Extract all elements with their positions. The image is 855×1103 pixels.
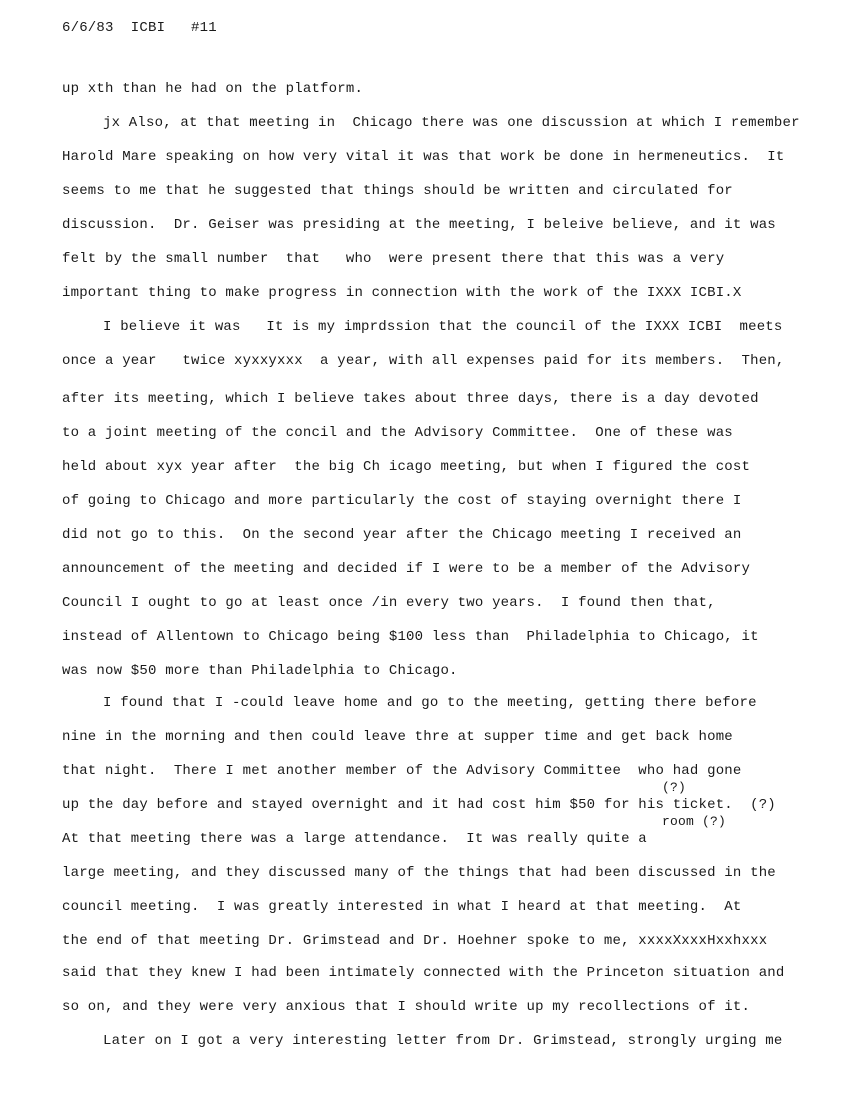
text-line: once a year twice xyxxyxxx a year, with all expenses paid for its members. Then, xyxy=(62,353,785,369)
text-line: did not go to this. On the second year after the Chicago meeting I received an xyxy=(62,527,742,543)
text-line: up the day before and stayed overnight and it had cost him $50 for his ticket. (?) xyxy=(62,797,776,813)
text-line: At that meeting there was a large attendance. It was really quite a xyxy=(62,831,647,847)
text-line: important thing to make progress in connection with the work of the IXXX ICBI.X xyxy=(62,285,742,301)
text-line: said that they knew I had been intimately connected with the Princeton situation and xyxy=(62,965,785,981)
text-line: jx Also, at that meeting in Chicago there was one discussion at which I remember xyxy=(103,115,800,131)
text-line: held about xyx year after the big Ch icago meeting, but when I figured the cost xyxy=(62,459,751,475)
annotation-question: (?) xyxy=(662,780,687,795)
text-line: nine in the morning and then could leave thre at supper time and get back home xyxy=(62,729,733,745)
text-line: I believe it was It is my imprdssion that the council of the IXXX ICBI meets xyxy=(103,319,783,335)
text-line: I found that I -could leave home and go to the meeting, getting there before xyxy=(103,695,757,711)
text-line: felt by the small number that who were present there that this was a very xyxy=(62,251,725,267)
text-line: so on, and they were very anxious that I should write up my recollections of it. xyxy=(62,999,751,1015)
text-line: to a joint meeting of the concil and the Advisory Committee. One of these was xyxy=(62,425,733,441)
text-line: the end of that meeting Dr. Grimstead and Dr. Hoehner spoke to me, xxxxXxxxHxxhxxx xyxy=(62,933,768,949)
text-line: instead of Allentown to Chicago being $100 less than Philadelphia to Chicago, it xyxy=(62,629,759,645)
text-line: council meeting. I was greatly interested in what I heard at that meeting. At xyxy=(62,899,742,915)
text-line: large meeting, and they discussed many of the things that had been discussed in the xyxy=(62,865,776,881)
text-line: Later on I got a very interesting letter from Dr. Grimstead, strongly urging me xyxy=(103,1033,783,1049)
text-line: of going to Chicago and more particularly the cost of staying overnight there I xyxy=(62,493,742,509)
text-line: that night. There I met another member of the Advisory Committee who had gone xyxy=(62,763,742,779)
text-line: up xth than he had on the platform. xyxy=(62,81,364,97)
text-line: discussion. Dr. Geiser was presiding at the meeting, I beleive believe, and it was xyxy=(62,217,776,233)
text-line: after its meeting, which I believe takes about three days, there is a day devoted xyxy=(62,391,759,407)
text-line: was now $50 more than Philadelphia to Chicago. xyxy=(62,663,458,679)
text-line: Council I ought to go at least once /in every two years. I found then that, xyxy=(62,595,716,611)
page-header: 6/6/83 ICBI #11 xyxy=(62,20,217,36)
text-line: seems to me that he suggested that things should be written and circulated for xyxy=(62,183,733,199)
annotation-room: room (?) xyxy=(662,814,727,829)
text-line: Harold Mare speaking on how very vital it was that work be done in hermeneutics. It xyxy=(62,149,785,165)
text-line: announcement of the meeting and decided if I were to be a member of the Advisory xyxy=(62,561,751,577)
